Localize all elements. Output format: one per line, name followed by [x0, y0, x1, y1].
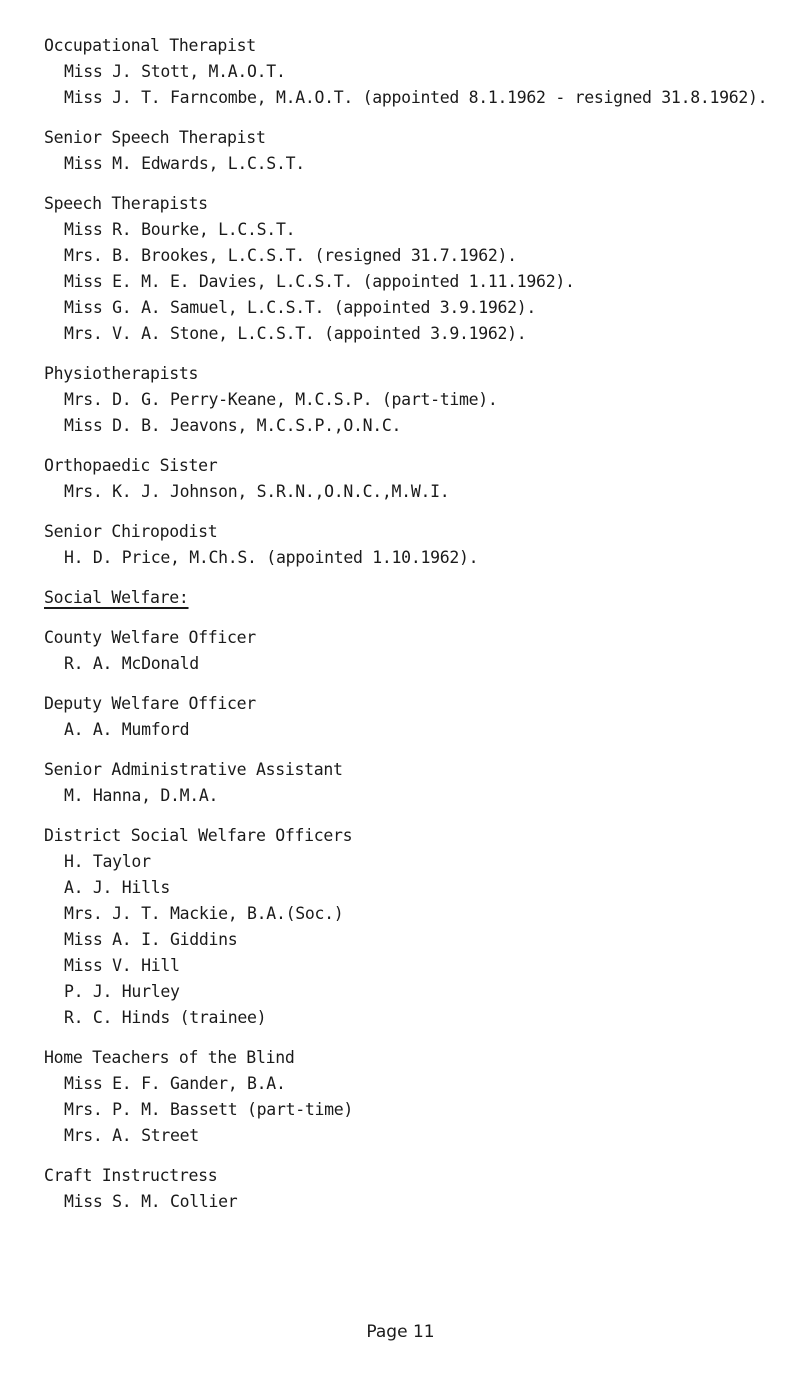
section-spacer [44, 1034, 794, 1048]
section-spacer [44, 180, 794, 194]
section-spacer [44, 574, 794, 588]
section-spacer [44, 746, 794, 760]
staff-entry: Mrs. K. J. Johnson, S.R.N.,O.N.C.,M.W.I. [64, 482, 450, 501]
document-body [44, 36, 794, 1218]
staff-section [44, 1166, 794, 1218]
section-heading: County Welfare Officer [44, 628, 256, 647]
staff-section [44, 588, 794, 614]
section-spacer [44, 508, 794, 522]
staff-section [44, 826, 794, 1034]
staff-entry: Miss G. A. Samuel, L.C.S.T. (appointed 3.9.1962). [64, 298, 537, 317]
staff-entry: Miss J. Stott, M.A.O.T. [64, 62, 286, 81]
section-spacer [44, 812, 794, 826]
staff-entry: Mrs. J. T. Mackie, B.A.(Soc.) [64, 904, 344, 923]
section-spacer [44, 350, 794, 364]
section-heading: Speech Therapists [44, 194, 208, 213]
section-spacer [44, 114, 794, 128]
staff-entry: Mrs. A. Street [64, 1126, 199, 1145]
staff-section [44, 522, 794, 574]
staff-section [44, 694, 794, 746]
staff-section [44, 364, 794, 442]
section-heading: Orthopaedic Sister [44, 456, 218, 475]
staff-entry: Miss V. Hill [64, 956, 180, 975]
staff-entry: Miss M. Edwards, L.C.S.T. [64, 154, 305, 173]
staff-section [44, 36, 794, 114]
staff-entry: Miss E. M. E. Davies, L.C.S.T. (appointed 1.11.1962). [64, 272, 575, 291]
section-heading: Craft Instructress [44, 1166, 218, 1185]
staff-entry: H. D. Price, M.Ch.S. (appointed 1.10.1962). [64, 548, 479, 567]
staff-entry: R. C. Hinds (trainee) [64, 1008, 267, 1027]
section-heading: Deputy Welfare Officer [44, 694, 256, 713]
staff-entry: A. J. Hills [64, 878, 170, 897]
section-heading: Senior Chiropodist [44, 522, 218, 541]
section-spacer [44, 442, 794, 456]
section-spacer [44, 1152, 794, 1166]
section-heading: Home Teachers of the Blind [44, 1048, 295, 1067]
staff-entry: Miss J. T. Farncombe, M.A.O.T. (appointed 8.1.1962 - resigned 31.8.1962). [64, 88, 768, 107]
staff-section [44, 194, 794, 350]
staff-section [44, 1048, 794, 1152]
section-heading: Occupational Therapist [44, 36, 256, 55]
section-heading: Social Welfare: [44, 588, 189, 607]
staff-section [44, 456, 794, 508]
section-heading: Senior Speech Therapist [44, 128, 266, 147]
section-heading: Senior Administrative Assistant [44, 760, 343, 779]
staff-entry: H. Taylor [64, 852, 151, 871]
staff-section [44, 760, 794, 812]
section-heading: Physiotherapists [44, 364, 199, 383]
section-heading: District Social Welfare Officers [44, 826, 353, 845]
staff-entry: Miss E. F. Gander, B.A. [64, 1074, 286, 1093]
section-spacer [44, 614, 794, 628]
staff-entry: Mrs. B. Brookes, L.C.S.T. (resigned 31.7.1962). [64, 246, 517, 265]
staff-section [44, 128, 794, 180]
staff-entry: Miss S. M. Collier [64, 1192, 238, 1211]
staff-entry: Mrs. V. A. Stone, L.C.S.T. (appointed 3.9.1962). [64, 324, 527, 343]
staff-entry: A. A. Mumford [64, 720, 190, 739]
staff-entry: P. J. Hurley [64, 982, 180, 1001]
staff-entry: Miss A. I. Giddins [64, 930, 238, 949]
staff-entry: Mrs. D. G. Perry-Keane, M.C.S.P. (part-time). [64, 390, 498, 409]
section-spacer [44, 680, 794, 694]
staff-entry: Miss D. B. Jeavons, M.C.S.P.,O.N.C. [64, 416, 402, 435]
staff-entry: Mrs. P. M. Bassett (part-time) [64, 1100, 354, 1119]
staff-entry: R. A. McDonald [64, 654, 199, 673]
staff-entry: Miss R. Bourke, L.C.S.T. [64, 220, 296, 239]
staff-entry: M. Hanna, D.M.A. [64, 786, 219, 805]
staff-section [44, 628, 794, 680]
page-number: Page 11 [366, 1322, 435, 1342]
